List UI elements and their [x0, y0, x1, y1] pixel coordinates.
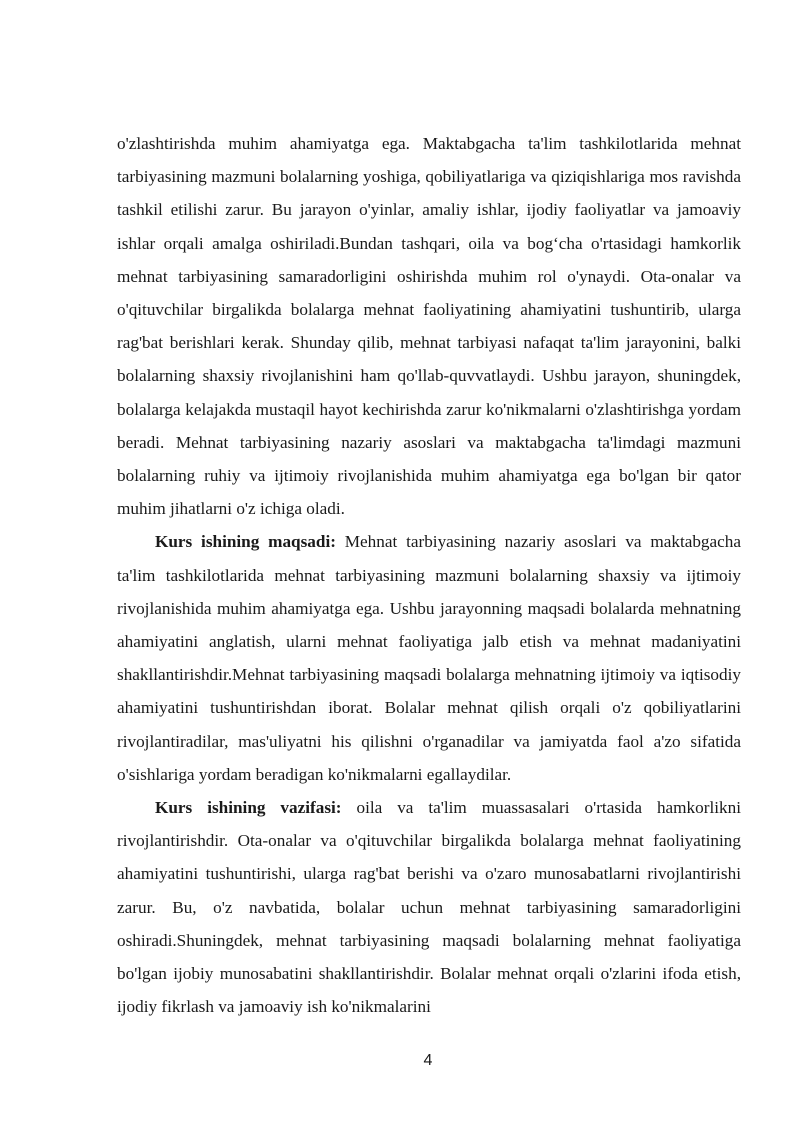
paragraph-text: oila va ta'lim muassasalari o'rtasida hamkorlikni rivojlantirishdir. Ota-onalar va o'qituvchilar birgalikda bolalarga mehnat faoliyatining ahamiyatini tushuntirishi, ularga rag'bat berishi va o'zaro munosabatlarni rivojlantirishi zarur. Bu, o'z navbatida, bolalar uchun mehnat tarbiyasining samaradorligini oshiradi.Shuningdek, mehnat tarbiyasining maqsadi bolalarning mehnat faoliyatiga bo'lgan ijobiy munosabatini shakllantirishdir. Bolalar mehnat orqali o'zlarini ifoda etish, ijodiy fikrlash va jamoaviy ish ko'nikmalarini	[117, 798, 741, 1017]
body-text	[117, 127, 741, 1023]
paragraph-continuation	[117, 127, 741, 525]
paragraph-task	[117, 791, 741, 1023]
paragraph-text: Mehnat tarbiyasining nazariy asoslari va maktabgacha ta'lim tashkilotlarida mehnat tarbiyasining mazmuni bolalarning shaxsiy va ijtimoiy rivojlanishida muhim ahamiyatga ega. Ushbu jarayonning maqsadi bolalarda mehnatning ahamiyatini anglatish, ularni mehnat faoliyatiga jalb etish va mehnat madaniyatini shakllantirishdir.Mehnat tarbiyasining maqsadi bolalarga mehnatning ijtimoiy va iqtisodiy ahamiyatini tushuntirishdan iborat. Bolalar mehnat qilish orqali o'z qobiliyatlarini rivojlantiradilar, mas'uliyatni his qilishni o'rganadilar va jamiyatda faol a'zo sifatida o'sishlariga yordam beradigan ko'nikmalarni egallaydilar.	[117, 532, 742, 784]
paragraph-goal	[117, 525, 741, 791]
goal-heading: Kurs ishining maqsadi:	[155, 532, 336, 552]
page-number: 4	[423, 1052, 433, 1069]
paragraph-text: o'zlashtirishda muhim ahamiyatga ega. Maktabgacha ta'lim tashkilotlarida mehnat tarbiyasining mazmuni bolalarning yoshiga, qobiliyatlariga va qiziqishlariga mos ravishda tashkil etilishi zarur. Bu jarayon o'yinlar, amaliy ishlar, ijodiy faoliyatlar va jamoaviy ishlar orqali amalga oshiriladi.Bundan tashqari, oila va bog‘cha o'rtasidagi hamkorlik mehnat tarbiyasining samaradorligini oshirishda muhim rol o'ynaydi. Ota-onalar va o'qituvchilar birgalikda bolalarga mehnat faoliyatining ahamiyatini tushuntirib, ularga rag'bat berishlari kerak. Shunday qilib, mehnat tarbiyasi nafaqat ta'lim jarayonini, balki bolalarning shaxsiy rivojlanishini ham qo'llab-quvvatlaydi. Ushbu jarayon, shuningdek, bolalarga kelajakda mustaqil hayot kechirishda zarur ko'nikmalarni o'zlashtirishga yordam beradi. Mehnat tarbiyasining nazariy asoslari va maktabgacha ta'limdagi mazmuni bolalarning ruhiy va ijtimoiy rivojlanishida muhim ahamiyatga ega bo'lgan bir qator muhim jihatlarni o'z ichiga oladi.	[117, 134, 741, 519]
task-heading: Kurs ishining vazifasi:	[155, 798, 342, 818]
